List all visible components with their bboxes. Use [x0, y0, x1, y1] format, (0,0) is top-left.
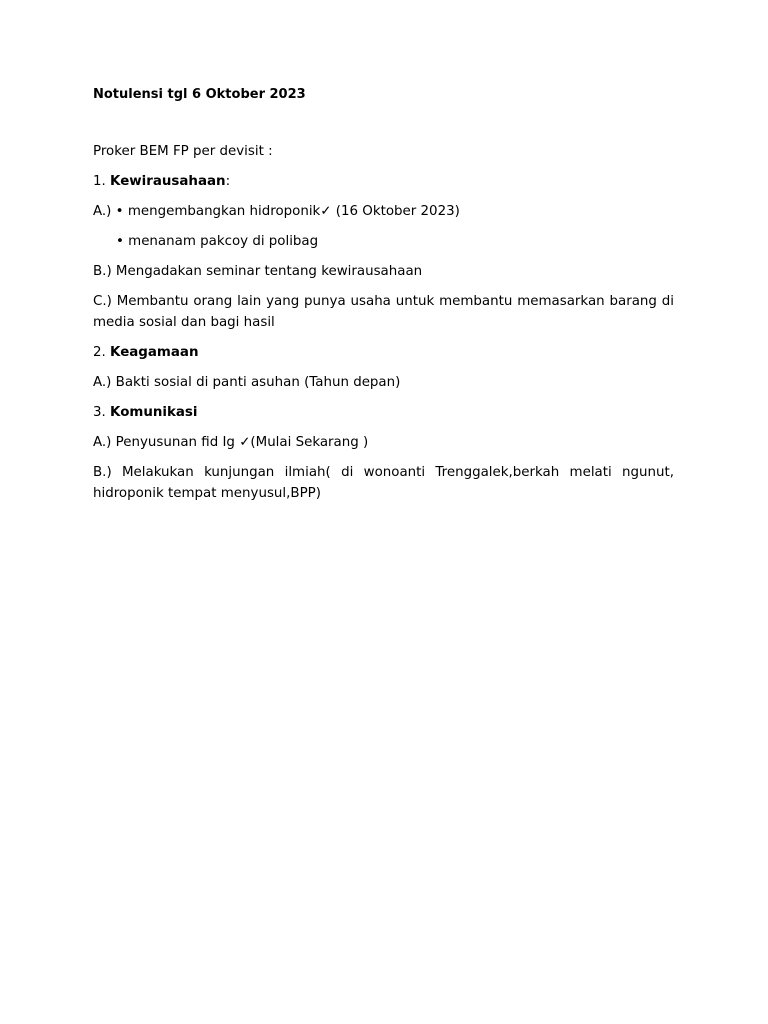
section-2-heading	[93, 342, 199, 363]
section-1-item-c: C.) Membantu orang lain yang punya usaha untuk membantu memasarkan barang di media sosial dan bagi hasil	[93, 294, 674, 330]
section-3-name: Komunikasi	[110, 405, 198, 420]
section-3-item-b: B.) Melakukan kunjungan ilmiah( di wonoanti Trenggalek,berkah melati ngunut, hidroponik tempat menyusul,BPP)	[93, 465, 674, 501]
section-1-item-a-1: A.) • mengembangkan hidroponik✓ (16 Oktober 2023)	[93, 204, 460, 219]
section-1-suffix: :	[225, 174, 231, 189]
section-1-number: 1.	[93, 174, 111, 189]
section-2-name: Keagamaan	[110, 345, 199, 360]
section-3-heading	[93, 402, 198, 423]
section-1-item-a-2: • menanam pakcoy di polibag	[116, 234, 319, 249]
page-title: Notulensi tgl 6 Oktober 2023	[93, 87, 306, 102]
section-3-number: 3.	[93, 405, 111, 420]
section-3-item-a: A.) Penyusunan fid Ig ✓(Mulai Sekarang )	[93, 435, 369, 450]
section-2-item-a: A.) Bakti sosial di panti asuhan (Tahun depan)	[93, 375, 401, 390]
section-1-name: Kewirausahaan	[110, 174, 226, 189]
section-2-number: 2.	[93, 345, 111, 360]
section-1-heading	[93, 171, 230, 192]
intro-line: Proker BEM FP per devisit :	[93, 144, 273, 159]
section-1-item-b: B.) Mengadakan seminar tentang kewirausahaan	[93, 264, 423, 279]
